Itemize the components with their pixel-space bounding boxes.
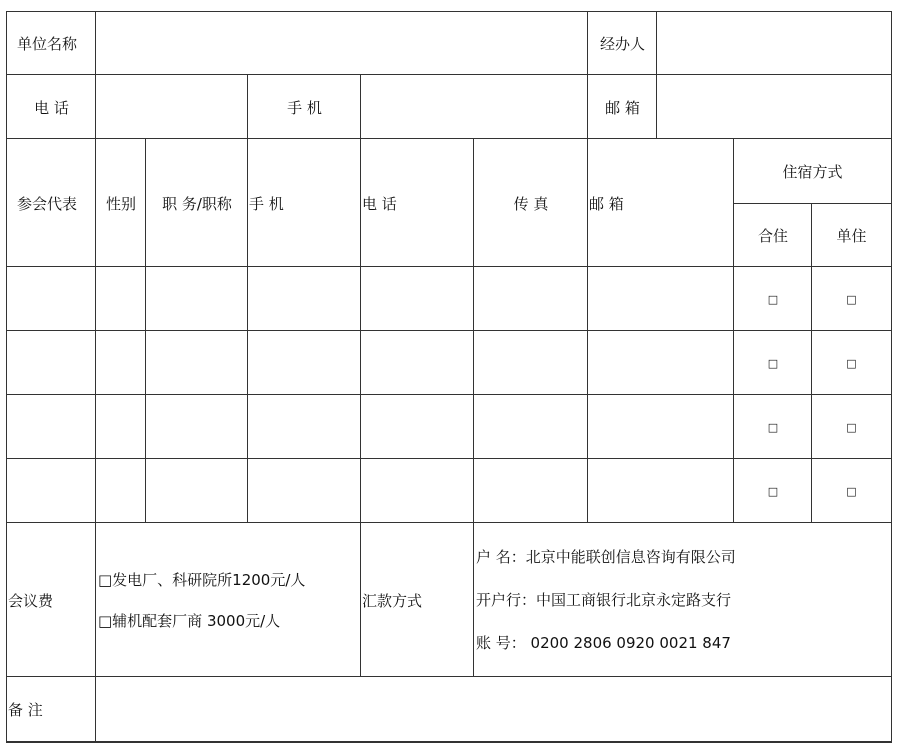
shared-checkbox[interactable]: □ bbox=[733, 394, 813, 460]
account-name: 户 名：北京中能联创信息咨询有限公司 bbox=[476, 548, 736, 566]
single-checkbox[interactable]: □ bbox=[811, 458, 892, 524]
remarks-field[interactable] bbox=[95, 676, 892, 743]
mobile-cell[interactable] bbox=[247, 266, 362, 332]
payment-label: 汇款方式 bbox=[360, 522, 475, 678]
title-cell[interactable] bbox=[145, 394, 249, 460]
rep-cell[interactable] bbox=[6, 266, 97, 332]
unit-name-field[interactable] bbox=[95, 11, 589, 76]
bank-name: 开户行：中国工商银行北京永定路支行 bbox=[476, 591, 732, 609]
handler-field[interactable] bbox=[656, 11, 892, 76]
email-field[interactable] bbox=[656, 74, 892, 140]
title-cell[interactable] bbox=[145, 458, 249, 524]
email-label: 邮 箱 bbox=[587, 74, 658, 140]
fee-options bbox=[95, 522, 362, 678]
fee-option-supplier[interactable]: □辅机配套厂商 3000元/人 bbox=[98, 611, 281, 630]
fee-label: 会议费 bbox=[6, 522, 97, 678]
shared-checkbox[interactable]: □ bbox=[733, 266, 813, 332]
gender-cell[interactable] bbox=[95, 458, 147, 524]
table-bottom-border bbox=[6, 741, 892, 745]
fax-cell[interactable] bbox=[473, 266, 589, 332]
header-mobile: 手 机 bbox=[247, 138, 362, 268]
rep-cell[interactable] bbox=[6, 458, 97, 524]
fax-cell[interactable] bbox=[473, 458, 589, 524]
header-representative: 参会代表 bbox=[6, 138, 97, 268]
remarks-label: 备 注 bbox=[6, 676, 97, 743]
header-gender: 性别 bbox=[95, 138, 147, 268]
rep-cell[interactable] bbox=[6, 330, 97, 396]
payment-details bbox=[473, 522, 892, 678]
header-fax: 传 真 bbox=[473, 138, 589, 268]
rep-cell[interactable] bbox=[6, 394, 97, 460]
mobile-cell[interactable] bbox=[247, 394, 362, 460]
phone-label: 电 话 bbox=[6, 74, 97, 140]
fee-option-power-plant[interactable]: □发电厂、科研院所1200元/人 bbox=[98, 570, 306, 589]
phone-cell[interactable] bbox=[360, 394, 475, 460]
header-shared: 合住 bbox=[733, 203, 813, 268]
mobile-cell[interactable] bbox=[247, 330, 362, 396]
email-cell[interactable] bbox=[587, 266, 735, 332]
phone-cell[interactable] bbox=[360, 330, 475, 396]
mobile-label: 手 机 bbox=[247, 74, 362, 140]
unit-name-label: 单位名称 bbox=[6, 11, 97, 76]
header-accommodation: 住宿方式 bbox=[733, 138, 892, 205]
shared-checkbox[interactable]: □ bbox=[733, 458, 813, 524]
shared-checkbox[interactable]: □ bbox=[733, 330, 813, 396]
handler-label: 经办人 bbox=[587, 11, 658, 76]
mobile-cell[interactable] bbox=[247, 458, 362, 524]
email-cell[interactable] bbox=[587, 458, 735, 524]
account-number: 账 号： 0200 2806 0920 0021 847 bbox=[476, 634, 731, 652]
header-email: 邮 箱 bbox=[587, 138, 735, 268]
header-title: 职 务/职称 bbox=[145, 138, 249, 268]
single-checkbox[interactable]: □ bbox=[811, 394, 892, 460]
header-single: 单住 bbox=[811, 203, 892, 268]
email-cell[interactable] bbox=[587, 394, 735, 460]
single-checkbox[interactable]: □ bbox=[811, 266, 892, 332]
fax-cell[interactable] bbox=[473, 394, 589, 460]
gender-cell[interactable] bbox=[95, 266, 147, 332]
title-cell[interactable] bbox=[145, 266, 249, 332]
mobile-field[interactable] bbox=[360, 74, 589, 140]
title-cell[interactable] bbox=[145, 330, 249, 396]
gender-cell[interactable] bbox=[95, 330, 147, 396]
fax-cell[interactable] bbox=[473, 330, 589, 396]
phone-cell[interactable] bbox=[360, 458, 475, 524]
email-cell[interactable] bbox=[587, 330, 735, 396]
header-phone: 电 话 bbox=[360, 138, 475, 268]
phone-cell[interactable] bbox=[360, 266, 475, 332]
gender-cell[interactable] bbox=[95, 394, 147, 460]
phone-field[interactable] bbox=[95, 74, 249, 140]
single-checkbox[interactable]: □ bbox=[811, 330, 892, 396]
